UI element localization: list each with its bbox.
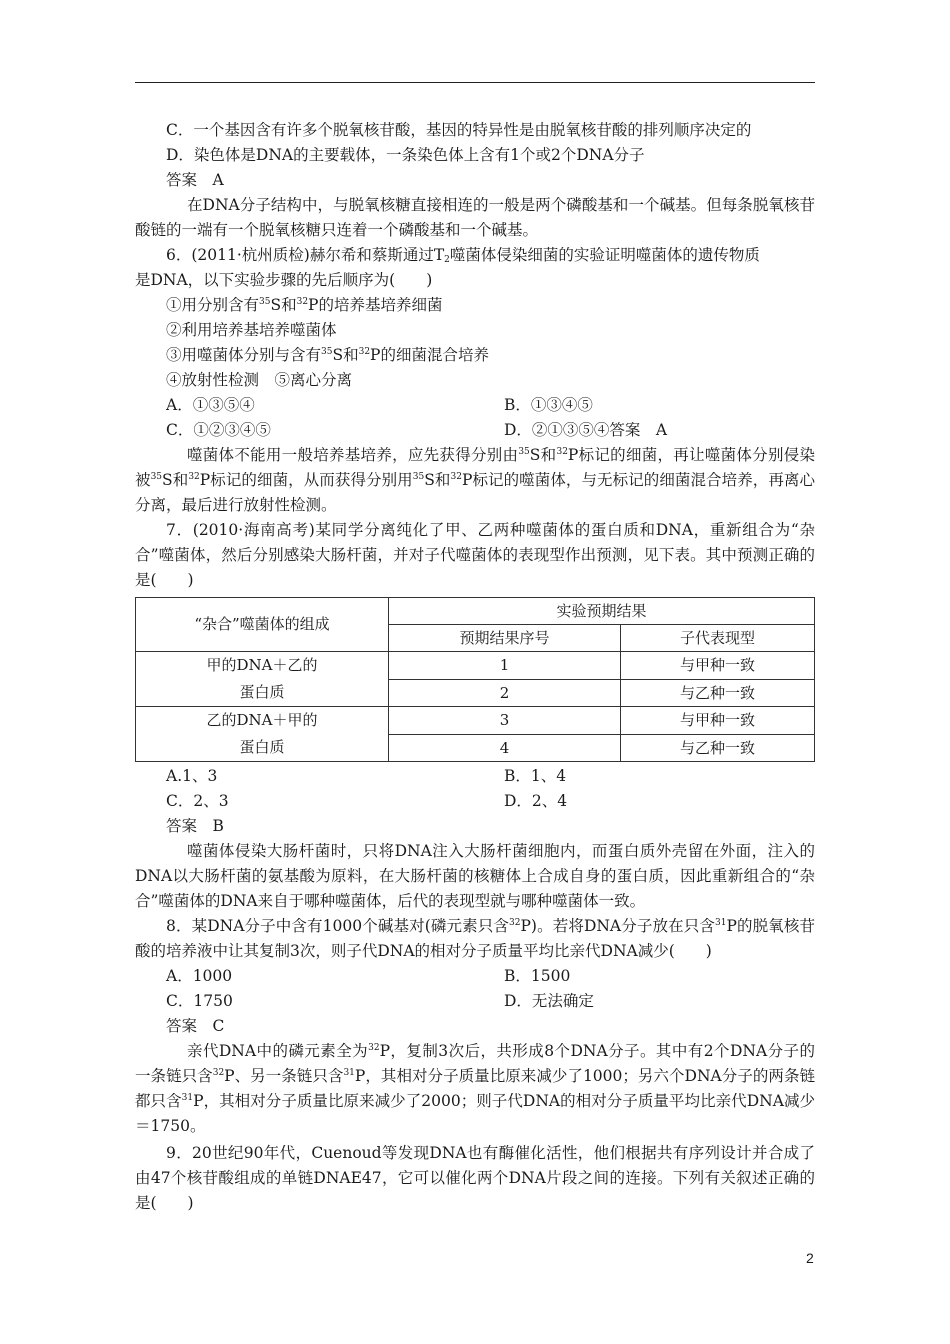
q5-explanation: 在DNA分子结构中，与脱氧核糖直接相连的一般是两个磷酸基和一个碱基。但每条脱氧核苷酸链的一端有一个脱氧核糖只连着一个磷酸基和一个碱基。 — [135, 196, 815, 239]
q6-option-d-answer: D．②①③⑤④答案 A — [504, 421, 668, 439]
q6-option-b: B．①③④⑤ — [504, 396, 593, 414]
q8-answer: 答案 C — [166, 1017, 225, 1035]
page-number: 2 — [806, 1250, 814, 1266]
q7-options-cd — [135, 789, 815, 814]
table-cell-number: 4 — [389, 734, 621, 762]
header-rule — [135, 82, 815, 83]
table-cell-phenotype: 与乙种一致 — [621, 734, 815, 762]
q7-option-d: D．2、4 — [504, 792, 568, 810]
q7-answer: 答案 B — [166, 817, 224, 835]
q6-stem-line2: 是DNA，以下实验步骤的先后顺序为( ) — [135, 271, 433, 289]
q8-options-cd — [135, 989, 815, 1014]
table-group-2-composition: 乙的DNA＋甲的 蛋白质 — [136, 707, 389, 762]
q6-options-ab — [135, 393, 815, 418]
table-cell-number: 3 — [389, 707, 621, 735]
q7-options-ab — [135, 764, 815, 789]
q9-stem: 9．20世纪90年代，Cuenoud等发现DNA也有酶催化活性，他们根据共有序列设计并合成了由47个核苷酸组成的单链DNAE47，它可以催化两个DNA片段之间的连接。下列有关叙述正确的是( ) — [135, 1144, 815, 1212]
q7-option-b: B．1、4 — [504, 767, 567, 785]
table-cell-phenotype: 与甲种一致 — [621, 652, 815, 680]
q8-option-c: C．1750 — [166, 992, 233, 1010]
q6-option-a: A．①③⑤④ — [166, 396, 255, 414]
q5-option-d: D．染色体是DNA的主要载体，一条染色体上含有1个或2个DNA分子 — [166, 146, 645, 164]
q7-stem: 7．(2010·海南高考)某同学分离纯化了甲、乙两种噬菌体的蛋白质和DNA，重新组合为“杂合”噬菌体，然后分别感染大肠杆菌，并对子代噬菌体的表现型作出预测，见下表。其中预测正确的是( ) — [135, 521, 815, 589]
table-row — [136, 652, 815, 680]
q8-explanation: 亲代DNA中的磷元素全为$^{32}$P，复制3次后，共形成8个DNA分子。其中有2个DNA分子的一条链只含$^{32}$P、另一条链只含$^{31}$P，其相对分子质量比原来减少了1000；另六个DNA分子的两条链都只含$^{31}$P，其相对分子质量比原来减少了2000；则子代DNA的相对分子质量平均比亲代DNA减少＝1750。 — [135, 1042, 815, 1135]
table-cell-phenotype: 与乙种一致 — [621, 679, 815, 707]
q6-step-1: ①用分别含有$^{35}$S和$^{32}$P的培养基培养细菌 — [166, 296, 443, 314]
table-col-composition-header: “杂合”噬菌体的组成 — [136, 598, 389, 652]
table-cell-number: 1 — [389, 652, 621, 680]
table-cell-phenotype: 与甲种一致 — [621, 707, 815, 735]
q6-steps-4-5: ④放射性检测 ⑤离心分离 — [166, 371, 353, 389]
table-col-number-header: 预期结果序号 — [389, 625, 621, 652]
q6-options-cd — [135, 418, 815, 443]
q6-option-c: C．①②③④⑤ — [166, 421, 271, 439]
q7-option-c: C．2、3 — [166, 792, 229, 810]
page-content — [135, 118, 815, 1216]
q7-table — [135, 597, 815, 762]
q8-stem: 8．某DNA分子中含有1000个碱基对(磷元素只含$^{32}$P)。若将DNA分子放在只含$^{31}$P的脱氧核苷酸的培养液中让其复制3次，则子代DNA的相对分子质量平均比亲代DNA减少( ) — [135, 917, 815, 960]
q8-option-a: A．1000 — [166, 967, 233, 985]
q8-options-ab — [135, 964, 815, 989]
q6-step-2: ②利用培养基培养噬菌体 — [166, 321, 337, 339]
q5-option-c: C．一个基因含有许多个脱氧核苷酸，基因的特异性是由脱氧核苷酸的排列顺序决定的 — [166, 121, 752, 139]
table-cell-number: 2 — [389, 679, 621, 707]
q7-explanation: 噬菌体侵染大肠杆菌时，只将DNA注入大肠杆菌细胞内，而蛋白质外壳留在外面，注入的DNA以大肠杆菌的氨基酸为原料，在大肠杆菌的核糖体上合成自身的蛋白质，因此重新组合的“杂合”噬菌体的DNA来自于哪种噬菌体，后代的表现型就与哪种噬菌体一致。 — [135, 842, 815, 910]
q8-option-d: D．无法确定 — [504, 992, 594, 1010]
q8-option-b: B．1500 — [504, 967, 571, 985]
table-row — [136, 707, 815, 735]
table-col-phenotype-header: 子代表现型 — [621, 625, 815, 652]
q7-option-a: A.1、3 — [166, 767, 218, 785]
table-group-header: 实验预期结果 — [389, 598, 815, 625]
q6-step-3: ③用噬菌体分别与含有$^{35}$S和$^{32}$P的细菌混合培养 — [166, 346, 489, 364]
q6-explanation: 噬菌体不能用一般培养基培养，应先获得分别由$^{35}$S和$^{32}$P标记的细菌，再让噬菌体分别侵染被$^{35}$S和$^{32}$P标记的细菌，从而获得分别用$^{35}$S和$^{32}$P标记的噬菌体，与无标记的细菌混合培养，再离心分离，最后进行放射性检测。 — [135, 446, 816, 514]
q5-answer: 答案 A — [166, 171, 224, 189]
table-group-1-composition: 甲的DNA＋乙的 蛋白质 — [136, 652, 389, 707]
q6-stem-line1: 6．(2011·杭州质检)赫尔希和蔡斯通过$T_2$噬菌体侵染细菌的实验证明噬菌体的遗传物质 — [166, 246, 760, 265]
